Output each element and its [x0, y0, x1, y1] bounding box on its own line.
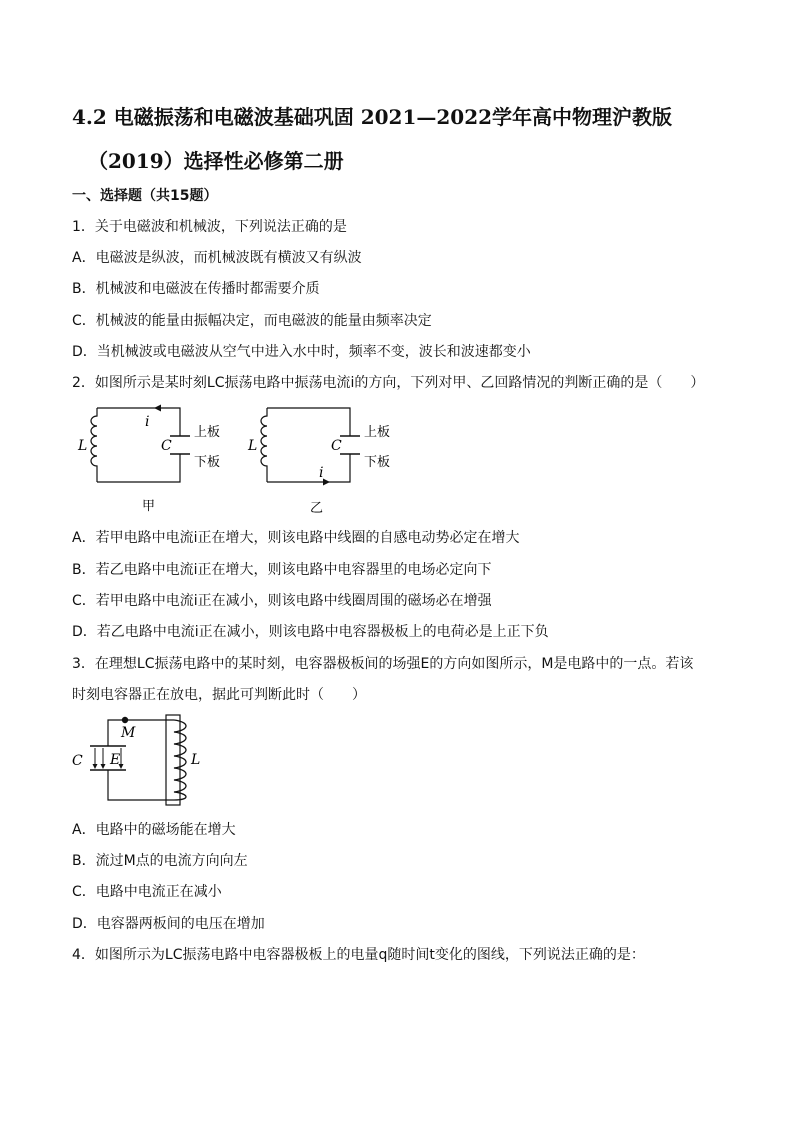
- capacitor-label: C: [72, 753, 83, 769]
- inductor-label: L: [248, 438, 258, 454]
- capacitor-label: C: [161, 438, 172, 454]
- lower-plate-label: 下板: [194, 455, 221, 470]
- q3-stem-line1: 3．在理想LC振荡电路中的某时刻，电容器极板间的场强E的方向如图所示，M是电路中的一点。若该: [72, 656, 694, 672]
- section-heading: 一、选择题（共15题）: [72, 188, 218, 204]
- q4-stem: 4．如图所示为LC振荡电路中电容器极板上的电量q随时间t变化的图线，下列说法正确的是：: [72, 947, 645, 963]
- q1-option-b: B．机械波和电磁波在传播时都需要介质: [72, 281, 320, 297]
- point-m: [122, 717, 128, 723]
- q2-option-d: D．若乙电路中电流i正在减小，则该电路中电容器极板上的电荷必是上正下负: [72, 624, 549, 640]
- upper-plate-label: 上板: [194, 425, 221, 440]
- current-arrow: [154, 405, 161, 412]
- current-label: i: [319, 465, 324, 481]
- current-label: i: [145, 414, 150, 430]
- q2-stem: 2．如图所示是某时刻LC振荡电路中振荡电流i的方向，下列对甲、乙回路情况的判断正确的是（ ）: [72, 375, 705, 391]
- inductor-label: L: [78, 438, 88, 454]
- inductor-coil: [261, 408, 267, 482]
- q3-option-c: C．电路中电流正在减小: [72, 884, 222, 900]
- q3-option-b: B．流过M点的电流方向向左: [72, 853, 248, 869]
- caption-jia: 甲: [142, 499, 156, 514]
- q1-option-a: A．电磁波是纵波，而机械波既有横波又有纵波: [72, 250, 362, 266]
- upper-plate-label: 上板: [364, 425, 391, 440]
- q3-option-a: A．电路中的磁场能在增大: [72, 822, 236, 838]
- capacitor-label: C: [331, 438, 342, 454]
- point-m-label: M: [121, 725, 136, 741]
- q1-option-c: C．机械波的能量由振幅决定，而电磁波的能量由频率决定: [72, 313, 432, 329]
- circuit-yi: [247, 408, 390, 516]
- circuit-jia: [77, 405, 220, 515]
- q2-option-b: B．若乙电路中电流i正在增大，则该电路中电容器里的电场必定向下: [72, 562, 492, 578]
- q3-circuit-figure: [70, 712, 220, 812]
- document-title-line2: （2019）选择性必修第二册: [88, 149, 344, 173]
- q2-option-c: C．若甲电路中电流i正在减小，则该电路中线圈周围的磁场必在增强: [72, 593, 492, 609]
- q2-option-a: A．若甲电路中电流i正在增大，则该电路中线圈的自感电动势必定在增大: [72, 530, 520, 546]
- lower-plate-label: 下板: [364, 455, 391, 470]
- document-title-line1: 4.2 电磁振荡和电磁波基础巩固 2021—2022学年高中物理沪教版: [72, 105, 673, 129]
- q2-circuit-figure: [70, 402, 410, 522]
- field-label: E: [110, 752, 121, 768]
- q1-stem: 1．关于电磁波和机械波，下列说法正确的是: [72, 219, 347, 235]
- q1-option-d: D．当机械波或电磁波从空气中进入水中时，频率不变，波长和波速都变小: [72, 344, 531, 360]
- caption-yi: 乙: [310, 501, 324, 516]
- inductor-label: L: [191, 752, 201, 768]
- q3-option-d: D．电容器两板间的电压在增加: [72, 916, 265, 932]
- q3-stem-line2: 时刻电容器正在放电，据此可判断此时（ ）: [72, 687, 366, 703]
- inductor-coil: [91, 408, 97, 482]
- current-arrow: [323, 479, 330, 486]
